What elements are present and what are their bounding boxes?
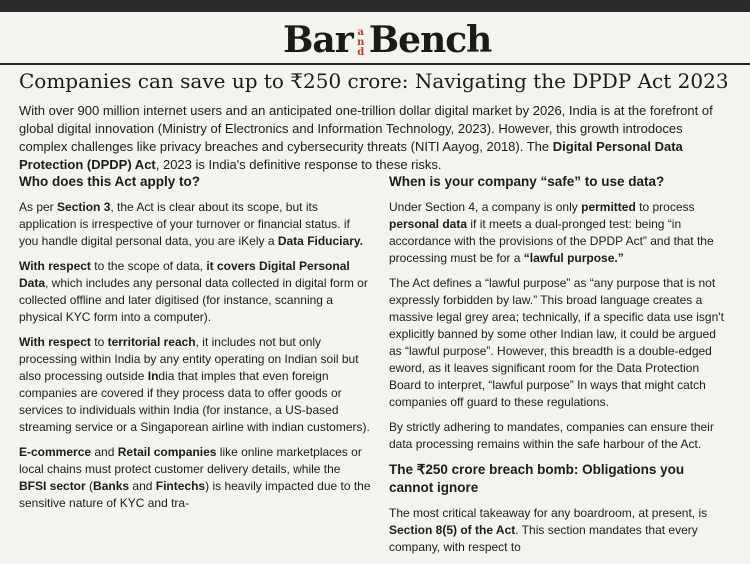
- right-heading-safe: When is your company “safe” to use data?: [389, 174, 665, 189]
- left-column: [19, 173, 371, 520]
- right-paragraph-1: Under Section 4, a company is only permitted to process personal data if it meets a dual-pronged test: being “in accordance with the provisions of the DPDP Act” and that the processing must be for a “lawful purpose.”: [389, 200, 714, 265]
- left-paragraph-2: With respect to the scope of data, it covers Digital Personal Data, which includes any personal data collected in digital form or collected offline and later digitised (for instance, scanning a physical KYC form into a computer).: [19, 259, 368, 324]
- article-headline: Companies can save up to ₹250 crore: Navigating the DPDP Act 2023: [19, 69, 729, 93]
- left-paragraph-4: E-commerce and Retail companies like online marketplaces or local chains must protect customer delivery details, while the BFSI sector (Banks and Fintechs) is heavily impacted due to the sensitive nature of KYC and tra-: [19, 445, 371, 510]
- bar-and-bench-logo[interactable]: [283, 20, 491, 60]
- left-paragraph-1: As per Section 3, the Act is clear about its scope, but its application is irrespective of your turnover or financial status. if you handle digital personal data, you are iKely a Data Fiduciary.: [19, 200, 363, 248]
- intro-bold-act: Digital Personal Data Protection (DPDP) Act: [19, 139, 683, 172]
- right-paragraph-2: The Act defines a “lawful purpose” as “any purpose that is not expressly forbidden by law.” This broad language creates a massive legal grey area; technically, if a specific data use isgn't explicitly banned by some other Indian law, it could be argued as “lawful purpose”. However, this breadth is a double-edged eword, as it leaves significant room for the Data Protection Board to interpret, “lawful purpose” In ways that might catch companies off guard to these regulations.: [389, 276, 724, 409]
- intro-text-2: , 2023 is India's definitive response to these risks.: [155, 157, 442, 172]
- top-bar: [0, 0, 750, 12]
- right-paragraph-4: The most critical takeaway for any boardroom, at present, is Section 8(5) of the Act. This section mandates that every company, with respect to: [389, 506, 708, 554]
- intro-text-1: With over 900 million internet users and an anticipated one-trillion dollar digital market by 2026, India is at the forefront of global digital innovation (Ministry of Electronics and Information Technology, 2023). However, this growth introdoces complex challenges like privacy breaches and cybersecurity threats (NITI Aayog, 2018). The: [19, 103, 713, 154]
- right-column: [389, 173, 731, 564]
- left-paragraph-3: With respect to territorial reach, it includes not but only processing within India by any entity operating on Indian soil but also processing outside India that imples that even foreign companies are covered if they process data to offer goods or services to individuals within India (for instance, a US-based streaming service or a Singaporean airline with indian customers).: [19, 335, 370, 434]
- right-paragraph-3: By strictly adhering to mandates, companies can ensure their data processing remains within the safe harbour of the Act.: [389, 420, 714, 451]
- article-intro: [19, 102, 734, 174]
- masthead-divider: [0, 63, 750, 65]
- left-heading: Who does this Act apply to?: [19, 174, 200, 189]
- logo-word-bar: Bar: [283, 19, 353, 61]
- logo-word-bench: Bench: [368, 19, 492, 61]
- right-heading-breach: The ₹250 crore breach bomb: Obligations you cannot ignore: [389, 462, 685, 495]
- masthead: [0, 12, 750, 62]
- logo-word-and: and: [357, 27, 365, 58]
